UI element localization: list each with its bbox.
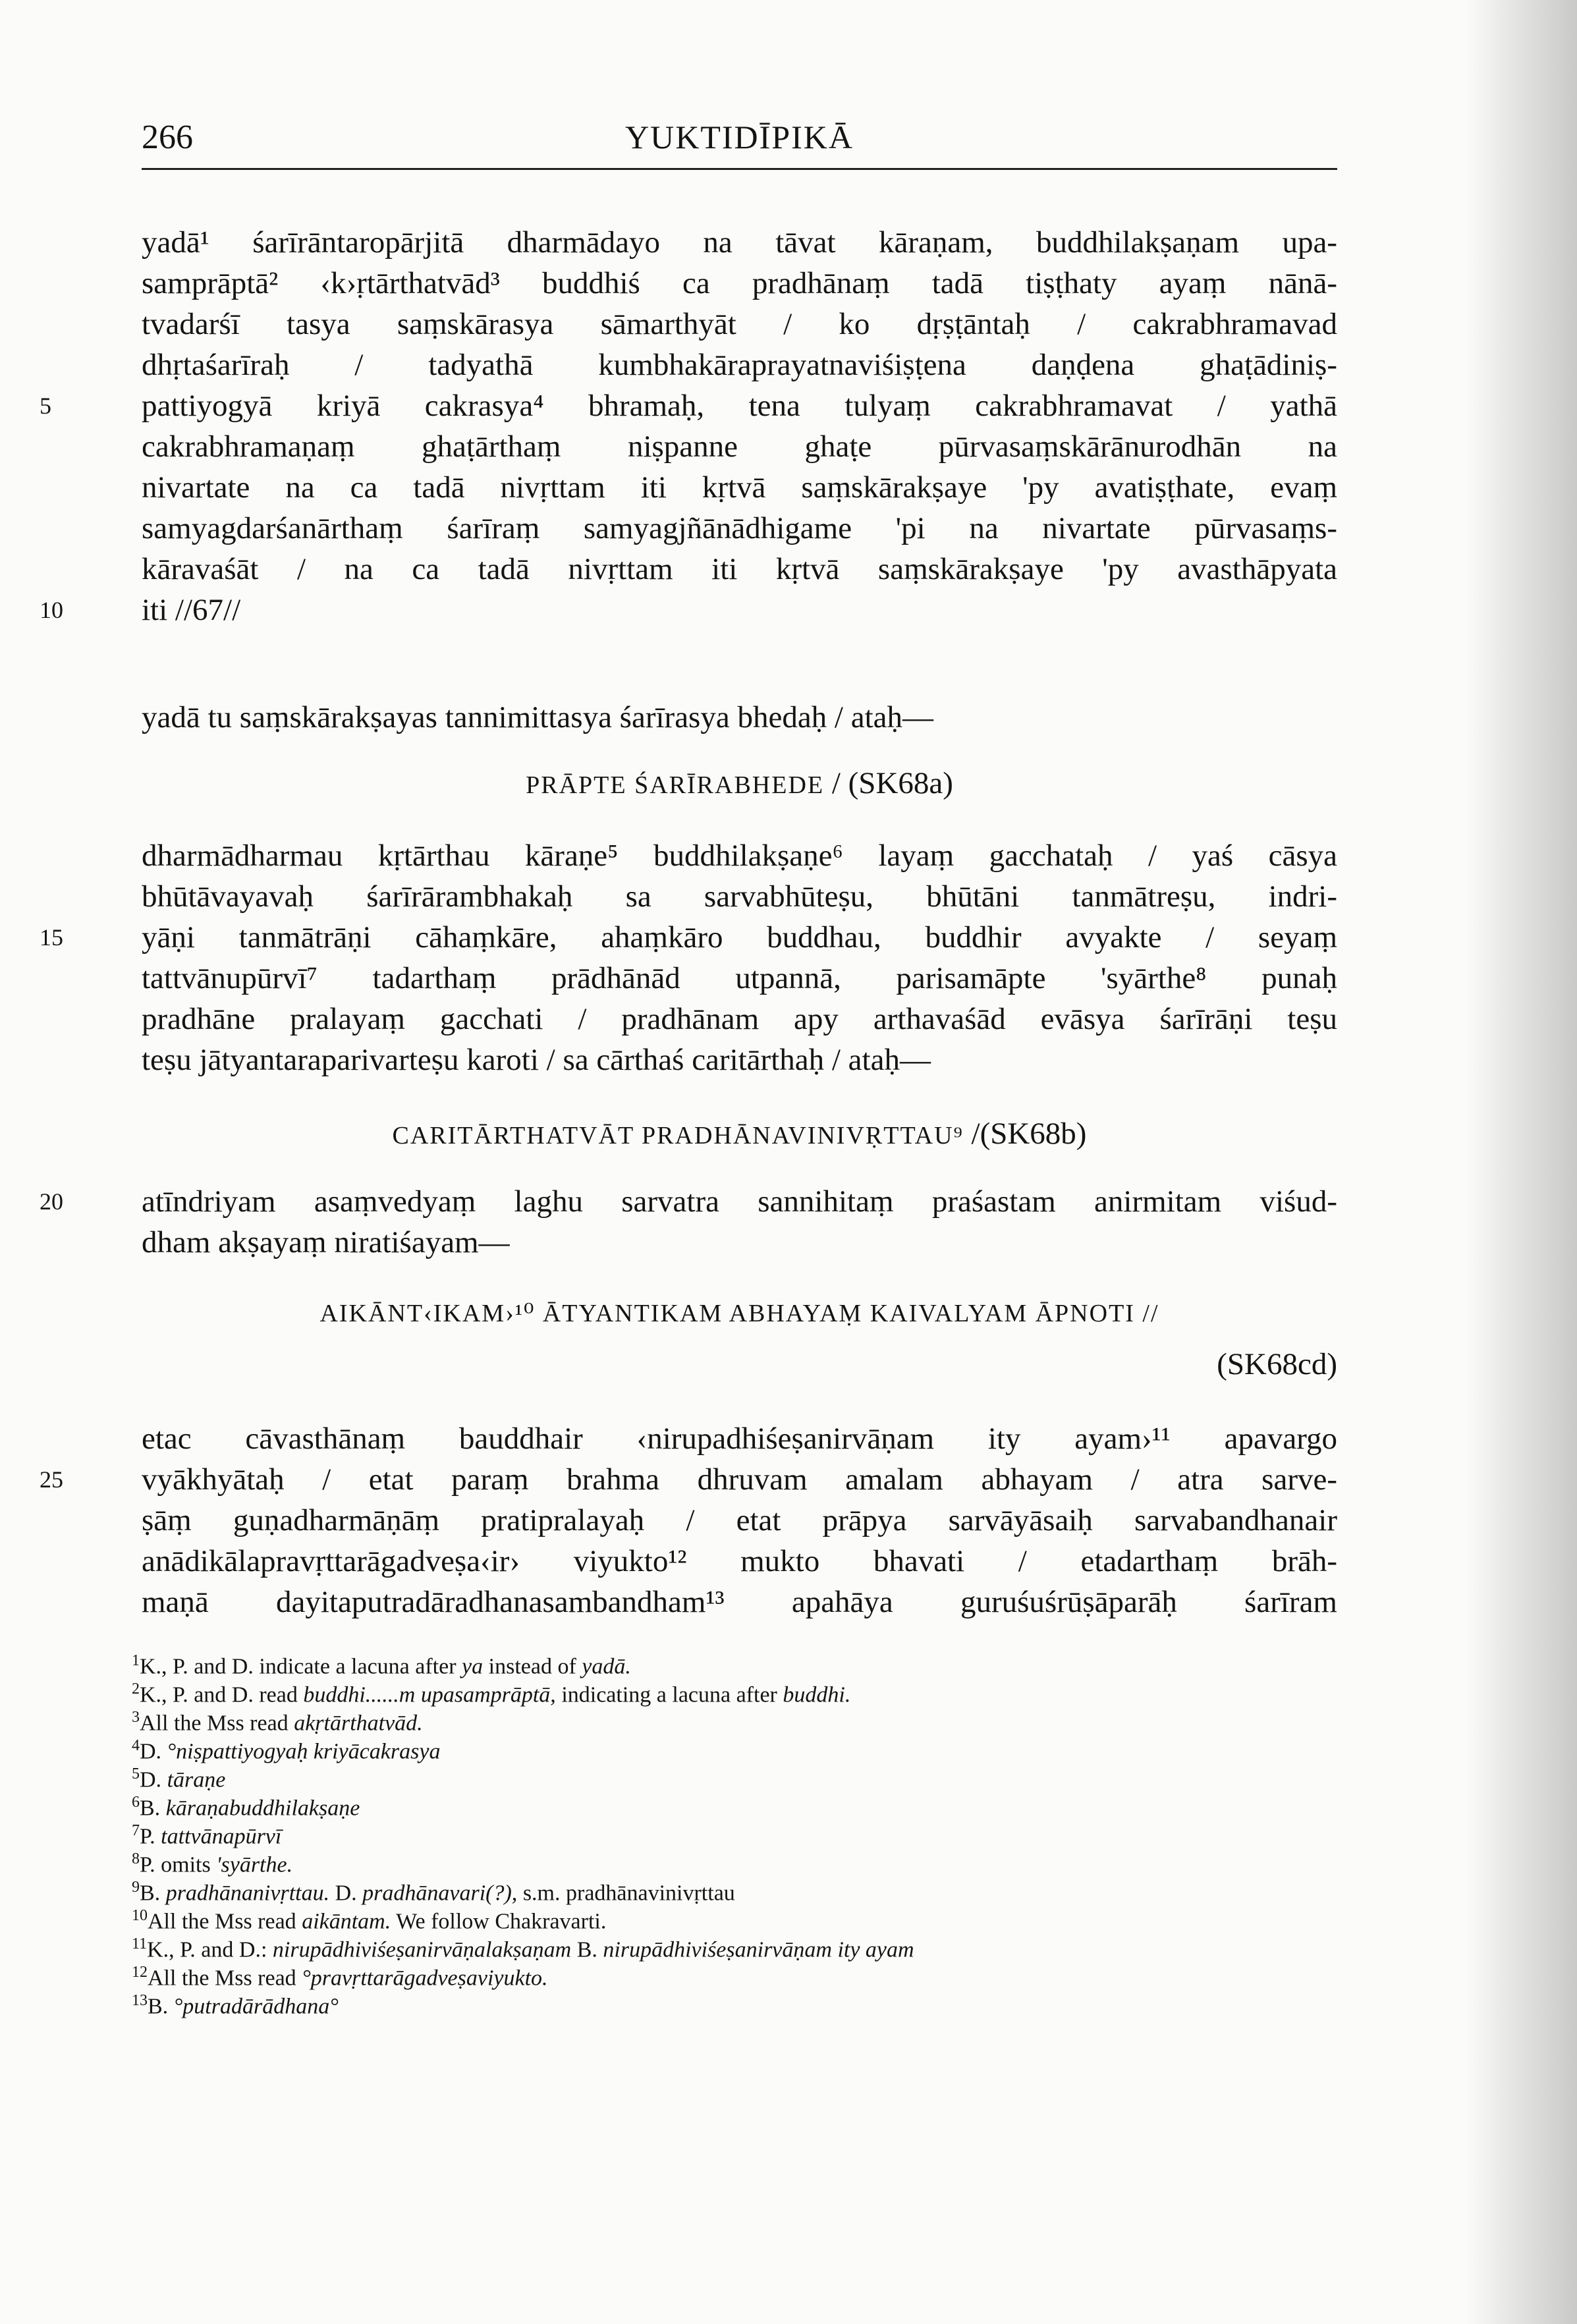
text-line: yadā¹ śarīrāntaropārjitā dharmādayo na tāvat kāraṇam, buddhilakṣaṇam upa- bbox=[142, 225, 1337, 260]
footnote-text: indicating a lacuna after bbox=[555, 1682, 783, 1707]
page-header bbox=[142, 115, 1337, 170]
text-line: atīndriyam asaṃvedyaṃ laghu sarvatra sannihitaṃ praśastam anirmitam viśud- bbox=[142, 1184, 1337, 1219]
footnote-reading: °pravṛttarāgadveṣaviyukto. bbox=[302, 1966, 548, 1991]
footnote-text: s.m. pradhānavinivṛttau bbox=[517, 1881, 735, 1906]
text-line: samprāptā² ‹k›ṛtārthatvād³ buddhiś ca pradhānaṃ tadā tiṣṭhaty ayaṃ nānā- bbox=[142, 266, 1337, 300]
text-line: anādikālapravṛttarāgadveṣa‹ir› viyukto¹² mukto bhavati / etadarthaṃ brāh- bbox=[142, 1544, 1337, 1578]
footnote-number: 12 bbox=[132, 1964, 148, 1981]
text-line: dham akṣayaṃ niratiśayam— bbox=[142, 1225, 510, 1259]
verse-ref: (SK68cd) bbox=[1217, 1347, 1337, 1381]
footnote-reading: nirupādhiviśeṣanirvāṇalakṣaṇam bbox=[272, 1937, 572, 1962]
footnote-number: 5 bbox=[132, 1765, 140, 1783]
text-line: dhṛtaśarīraḥ / tadyathā kumbhakāraprayatnaviśiṣṭena daṇḍena ghaṭādiniṣ- bbox=[142, 348, 1337, 382]
verse-ref: /(SK68b) bbox=[971, 1117, 1087, 1151]
karika-verse bbox=[142, 1113, 1337, 1156]
footnote-text: D. bbox=[140, 1767, 167, 1792]
footnote-reading: 'syārthe. bbox=[216, 1852, 293, 1877]
text-line: pradhāne pralayaṃ gacchati / pradhānam apy arthavaśād evāsya śarīrāṇi teṣu bbox=[142, 1002, 1337, 1036]
footnote-reading: yadā. bbox=[582, 1654, 631, 1679]
line-number: 25 bbox=[40, 1466, 63, 1493]
footnote-text: We follow Chakravarti. bbox=[391, 1909, 607, 1934]
line-number: 20 bbox=[40, 1188, 63, 1215]
text-line: yāṇi tanmātrāṇi cāhaṃkāre, ahaṃkāro buddhau, buddhir avyakte / seyaṃ bbox=[142, 920, 1337, 954]
text-line: dharmādharmau kṛtārthau kāraṇe⁵ buddhilakṣaṇe⁶ layaṃ gacchataḥ / yaś cāsya bbox=[142, 839, 1337, 873]
footnote-number: 13 bbox=[132, 1992, 148, 2009]
text-line: maṇā dayitaputradāradhanasambandham¹³ apahāya guruśuśrūṣāparāḥ śarīram bbox=[142, 1585, 1337, 1619]
page-number: 266 bbox=[142, 119, 193, 156]
footnote-text: K., P. and D. read bbox=[140, 1682, 304, 1707]
footnote-reading: nirupādhiviśeṣanirvāṇam ity ayam bbox=[603, 1937, 914, 1962]
verse-text: CARITĀRTHATVĀT PRADHĀNAVINIVṚTTAU⁹ bbox=[392, 1122, 964, 1149]
footnote-text: K., P. and D. indicate a lacuna after bbox=[140, 1654, 462, 1679]
footnote-text: B. bbox=[148, 1994, 174, 2019]
text-line: iti //67// bbox=[142, 593, 241, 627]
page-edge-shadow bbox=[1465, 0, 1577, 2324]
line-number: 10 bbox=[40, 597, 63, 623]
text-line: teṣu jātyantaraparivarteṣu karoti / sa cārthaś caritārthaḥ / ataḥ— bbox=[142, 1043, 931, 1077]
footnote-reading: pradhānavari(?), bbox=[362, 1881, 518, 1906]
footnote-reading: °niṣpattiyogyaḥ kriyācakrasya bbox=[167, 1739, 441, 1764]
text-line: kāravaśāt / na ca tadā nivṛttam iti kṛtvā saṃskārakṣaye 'py avasthāpyata bbox=[142, 552, 1337, 586]
footnote-reading: kāraṇabuddhilakṣaṇe bbox=[165, 1796, 360, 1821]
footnote-number: 8 bbox=[132, 1850, 140, 1868]
footnote-reading: ya bbox=[462, 1654, 484, 1679]
footnote-reading: akṛtārthatvād. bbox=[294, 1711, 423, 1736]
footnote-text: instead of bbox=[483, 1654, 582, 1679]
footnote-text: B. bbox=[140, 1796, 166, 1821]
footnote-text: P. bbox=[140, 1824, 161, 1849]
footnote-reading: tattvānapūrvī bbox=[161, 1824, 282, 1849]
text-line: yadā tu saṃskārakṣayas tannimittasya śarīrasya bhedaḥ / ataḥ— bbox=[142, 700, 934, 734]
karika-verse bbox=[142, 1291, 1337, 1334]
karika-verse bbox=[142, 763, 1337, 806]
text-line: pattiyogyā kriyā cakrasya⁴ bhramaḥ, tena tulyaṃ cakrabhramavat / yathā bbox=[142, 389, 1337, 423]
footnote-reading: tāraṇe bbox=[167, 1767, 226, 1792]
text-line: tvadarśī tasya saṃskārasya sāmarthyāt / ko dṛṣṭāntaḥ / cakrabhramavad bbox=[142, 307, 1337, 341]
footnote-number: 1 bbox=[132, 1652, 140, 1669]
footnote-number: 9 bbox=[132, 1879, 140, 1896]
footnote-text: D. bbox=[329, 1881, 363, 1906]
text-line: bhūtāvayavaḥ śarīrārambhakaḥ sa sarvabhūteṣu, bhūtāni tanmātreṣu, indri- bbox=[142, 879, 1337, 914]
footnote-reading: aikāntam. bbox=[302, 1909, 391, 1934]
footnote-text: B. bbox=[140, 1881, 166, 1906]
footnote-number: 6 bbox=[132, 1794, 140, 1811]
footnote bbox=[132, 1987, 1350, 2020]
footnote-reading: °putradārādhana° bbox=[173, 1994, 339, 2019]
footnote-number: 10 bbox=[132, 1907, 148, 1924]
footnote-number: 4 bbox=[132, 1737, 140, 1754]
footnote-number: 11 bbox=[132, 1935, 148, 1952]
text-line: etac cāvasthānaṃ bauddhair ‹nirupadhiśeṣanirvāṇam ity ayam›¹¹ apavargo bbox=[142, 1422, 1337, 1456]
footnote-reading: buddhi......m upasamprāptā, bbox=[303, 1682, 556, 1707]
text-line: ṣāṃ guṇadharmāṇāṃ pratipralayaḥ / etat prāpya sarvāyāsaiḥ sarvabandhanair bbox=[142, 1503, 1337, 1537]
verse-ref: / (SK68a) bbox=[831, 766, 953, 800]
footnote-number: 2 bbox=[132, 1680, 140, 1698]
footnote-reading: pradhānanivṛttau. bbox=[165, 1881, 330, 1906]
line-number: 5 bbox=[40, 393, 51, 419]
footnote-text: D. bbox=[140, 1739, 167, 1764]
text-line: samyagdarśanārthaṃ śarīraṃ samyagjñānādhigame 'pi na nivartate pūrvasaṃs- bbox=[142, 511, 1337, 545]
footnote-number: 3 bbox=[132, 1709, 140, 1726]
text-line: vyākhyātaḥ / etat paraṃ brahma dhruvam amalam abhayam / atra sarve- bbox=[142, 1462, 1337, 1497]
footnote-number: 7 bbox=[132, 1822, 140, 1839]
running-title: YUKTIDĪPIKĀ bbox=[625, 119, 854, 155]
footnote-text: K., P. and D.: bbox=[147, 1937, 273, 1962]
line-number: 15 bbox=[40, 924, 63, 951]
footnote-text: P. omits bbox=[140, 1852, 217, 1877]
text-line: nivartate na ca tadā nivṛttam iti kṛtvā saṃskārakṣaye 'py avatiṣṭhate, evaṃ bbox=[142, 470, 1337, 505]
verse-text: AIKĀNT‹IKAM›¹⁰ ĀTYANTIKAM ABHAYAṂ KAIVALYAM ĀPNOTI // bbox=[319, 1300, 1159, 1327]
footnote-text: All the Mss read bbox=[148, 1966, 302, 1991]
footnote-text: B. bbox=[571, 1937, 603, 1962]
verse-text: PRĀPTE ŚARĪRABHEDE bbox=[526, 771, 825, 799]
text-line: tattvānupūrvī⁷ tadarthaṃ prādhānād utpannā, parisamāpte 'syārthe⁸ punaḥ bbox=[142, 961, 1337, 995]
footnote-text: All the Mss read bbox=[148, 1909, 302, 1934]
text-line: cakrabhramaṇaṃ ghaṭārthaṃ niṣpanne ghaṭe pūrvasaṃskārānurodhān na bbox=[142, 429, 1337, 464]
footnote-text: All the Mss read bbox=[140, 1711, 294, 1736]
footnote-reading: buddhi. bbox=[783, 1682, 851, 1707]
